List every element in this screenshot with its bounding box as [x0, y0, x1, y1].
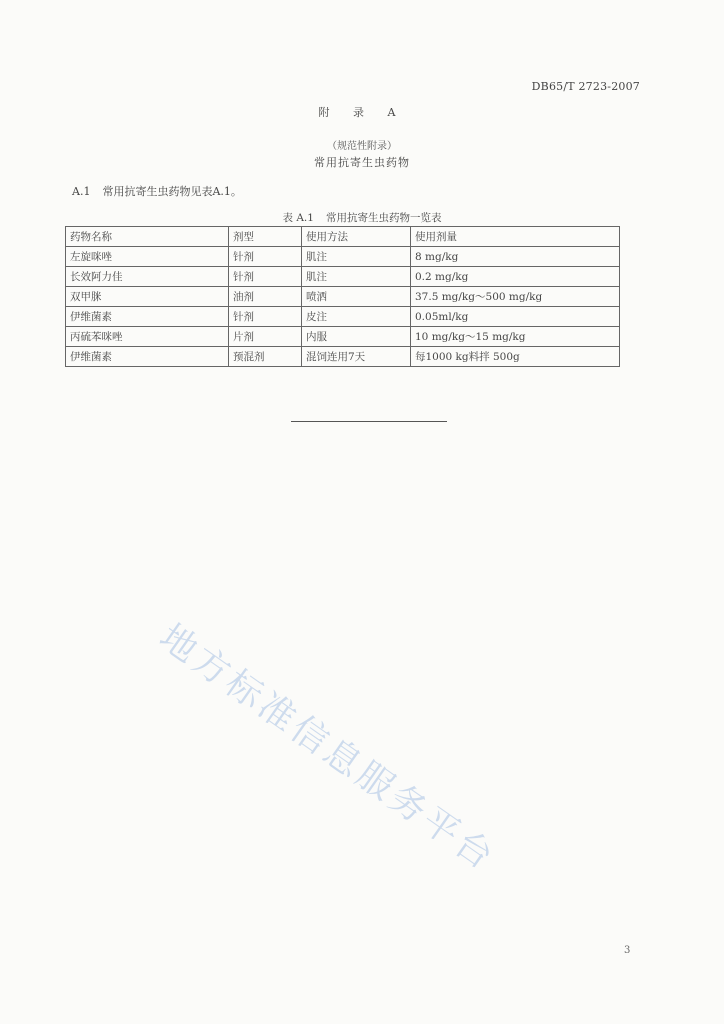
table-cell: 10 mg/kg～15 mg/kg: [411, 327, 620, 347]
header-cell-dosage-form: 剂型: [229, 227, 302, 247]
table-cell: 喷洒: [302, 287, 411, 307]
table-cell: 皮注: [302, 307, 411, 327]
table-cell: 针剂: [229, 247, 302, 267]
table-row: [66, 347, 620, 367]
header-cell-usage-method: 使用方法: [302, 227, 411, 247]
header-cell-dosage: 使用剂量: [411, 227, 620, 247]
table-row: [66, 247, 620, 267]
table-cell: 0.2 mg/kg: [411, 267, 620, 287]
table-title: 常用抗寄生虫药物一览表: [325, 212, 442, 224]
table-cell: 每1000 kg料拌 500g: [411, 347, 620, 367]
table-cell: 油剂: [229, 287, 302, 307]
page-number: 3: [624, 945, 631, 956]
clause-a1: [72, 183, 242, 199]
table-cell: 37.5 mg/kg～500 mg/kg: [411, 287, 620, 307]
table-cell: 混饲连用7天: [302, 347, 411, 367]
appendix-title: 附 录 A: [318, 106, 406, 119]
table-row: [66, 307, 620, 327]
watermark: 地方标准信息服务平台: [151, 616, 504, 880]
clause-text: 常用抗寄生虫药物见表A.1。: [102, 185, 242, 198]
table-cell: 肌注: [302, 247, 411, 267]
table-cell: 预混剂: [229, 347, 302, 367]
table-cell: 左旋咪唑: [66, 247, 229, 267]
table-cell: 针剂: [229, 307, 302, 327]
table-cell: 内服: [302, 327, 411, 347]
table-cell: 伊维菌素: [66, 347, 229, 367]
table-cell: 片剂: [229, 327, 302, 347]
header-cell-drug-name: 药物名称: [66, 227, 229, 247]
clause-number: A.1: [72, 185, 91, 198]
table-cell: 肌注: [302, 267, 411, 287]
table-header-row: [66, 227, 620, 247]
table-row: [66, 287, 620, 307]
table-row: [66, 327, 620, 347]
end-of-document-rule: [291, 421, 447, 422]
table-cell: 伊维菌素: [66, 307, 229, 327]
table-cell: 8 mg/kg: [411, 247, 620, 267]
table-cell: 针剂: [229, 267, 302, 287]
table-caption: [0, 210, 724, 225]
drug-table: [65, 226, 620, 367]
table-cell: 丙硫苯咪唑: [66, 327, 229, 347]
table-row: [66, 267, 620, 287]
appendix-type: （规范性附录）: [327, 141, 397, 152]
table-cell: 0.05ml/kg: [411, 307, 620, 327]
appendix-subtitle: 常用抗寄生虫药物: [314, 156, 410, 169]
table-number: 表 A.1: [282, 212, 314, 224]
standard-number: DB65/T 2723-2007: [531, 80, 640, 93]
table-cell: 双甲脒: [66, 287, 229, 307]
table-cell: 长效阿力佳: [66, 267, 229, 287]
